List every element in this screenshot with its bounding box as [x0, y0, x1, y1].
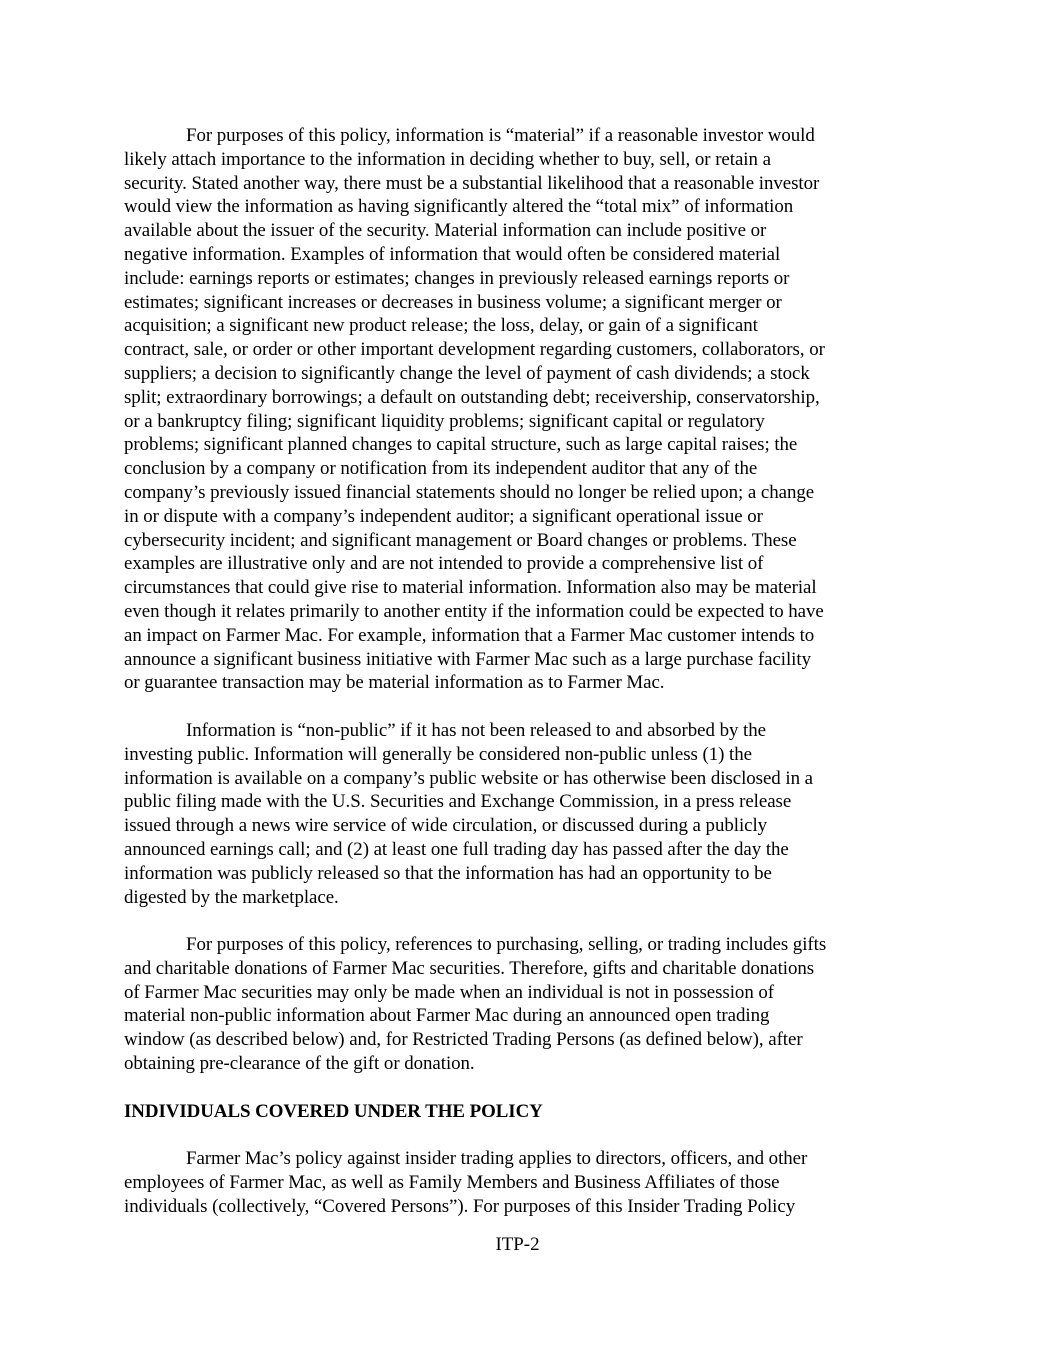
section-heading: INDIVIDUALS COVERED UNDER THE POLICY: [124, 1100, 543, 1122]
non-public-information-paragraph: Information is “non-public” if it has not been released to and absorbed by the investing public. Information will generally be considered non-public unless (1) the information is available on a company’s public website or has otherwise been disclosed in a public filing made with the U.S. Securities and Exchange Commission, in a press release issued through a news wire service of wide circulation, or discussed during a publicly announced earnings call; and (2) at least one full trading day has passed after the day the information was publicly released so that the information has had an opportunity to be digested by the marketplace.: [124, 719, 813, 908]
gifts-donations-paragraph: For purposes of this policy, references to purchasing, selling, or trading includes gifts and charitable donations of Farmer Mac securities. Therefore, gifts and charitable donations of Farmer Mac securities may only be made when an individual is not in possession of material non-public information about Farmer Mac during an announced open trading window (as described below) and, for Restricted Trading Persons (as defined below), after obtaining pre-clearance of the gift or donation.: [124, 934, 827, 1075]
material-information-paragraph: For purposes of this policy, information is “material” if a reasonable investor would likely attach importance to the information in deciding whether to buy, sell, or retain a security. Stated another way, there must be a substantial likelihood that a reasonable investor would view the information as having significantly altered the “total mix” of information available about the issuer of the security. Material information can include positive or negative information. Examples of information that would often be considered material include: earnings reports or estimates; changes in previously released earnings reports or estimates; significant increases or decreases in business volume; a significant merger or acquisition; a significant new product release; the loss, delay, or gain of a significant contract, sale, or order or other important development regarding customers, collaborators, or suppliers; a decision to significantly change the level of payment of cash dividends; a stock split; extraordinary borrowings; a default on outstanding debt; receivership, conservatorship, or a bankruptcy filing; significant liquidity problems; significant capital or regulatory problems; significant planned changes to capital structure, such as large capital raises; the conclusion by a company or notification from its independent auditor that any of the company’s previously issued financial statements should no longer be relied upon; a change in or dispute with a company’s independent auditor; a significant operational issue or cybersecurity incident; and significant management or Board changes or problems. These examples are illustrative only and are not intended to provide a comprehensive list of circumstances that could give rise to material information. Information also may be material even though it relates primarily to another entity if the information could be expected to have an impact on Farmer Mac. For example, information that a Farmer Mac customer intends to announce a significant business initiative with Farmer Mac such as a large purchase facility or guarantee transaction may be material information as to Farmer Mac.: [124, 125, 825, 694]
covered-persons-paragraph: Farmer Mac’s policy against insider trading applies to directors, officers, and other employees of Farmer Mac, as well as Family Members and Business Affiliates of those individuals (collectively, “Covered Persons”). For purposes of this Insider Trading Policy: [124, 1148, 808, 1217]
document-body: [124, 124, 914, 1242]
page-number: ITP-2: [495, 1234, 540, 1255]
